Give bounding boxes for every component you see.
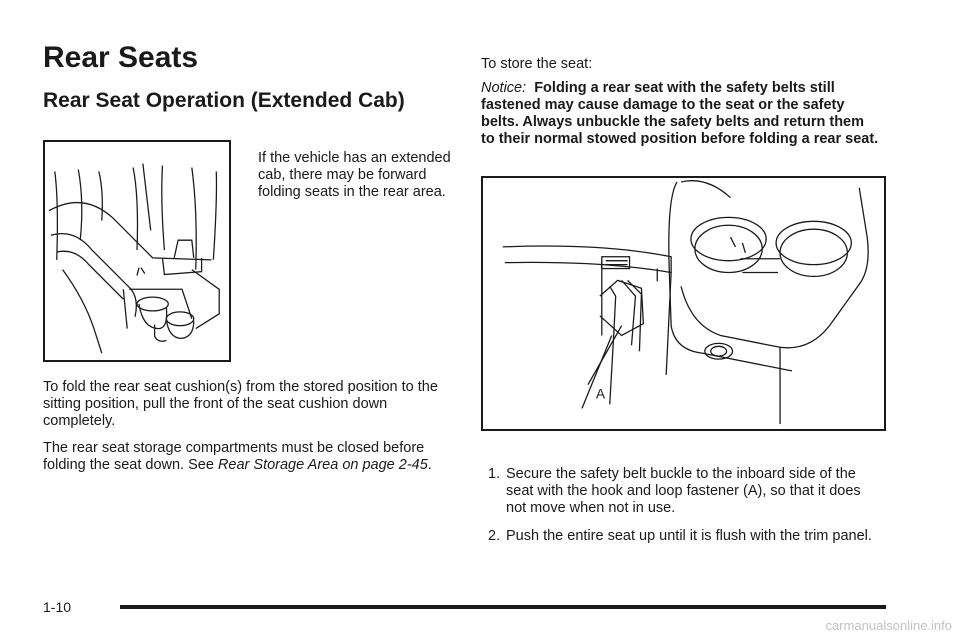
seat-buckle-drawing <box>483 178 884 429</box>
notice-text: Folding a rear seat with the safety belts still fastened may cause damage to the seat or the safety belts. Always unbuckle the safety belts and return them to their normal stowed position before folding a rear seat. <box>481 80 879 147</box>
page-number: 1-10 <box>43 599 72 615</box>
step-number: 2. <box>488 528 501 544</box>
page-title: Rear Seats <box>43 41 199 74</box>
intro-paragraph: If the vehicle has an extended cab, there may be forward folding seats in the rear area. <box>258 150 451 200</box>
seat-buckle-illustration <box>481 176 886 431</box>
notice-label: Notice: <box>481 80 527 96</box>
footer-rule <box>120 605 886 609</box>
rear-seat-drawing <box>45 142 229 360</box>
store-heading: To store the seat: <box>481 56 593 72</box>
figure-callout-a: A <box>595 385 606 402</box>
step-text: Secure the safety belt buckle to the inboard side of the seat with the hook and loop fastener (A), so that it does not move when not in use. <box>506 466 861 516</box>
fold-paragraph: To fold the rear seat cushion(s) from the stored position to the sitting position, pull the front of the seat cushion down completely. <box>43 379 438 429</box>
list-item <box>481 466 881 517</box>
storage-paragraph <box>43 440 453 474</box>
storage-text: The rear seat storage compartments must be closed before folding the seat down. See <box>43 440 425 473</box>
steps-list <box>481 466 881 556</box>
list-item <box>481 528 881 545</box>
section-heading: Rear Seat Operation (Extended Cab) <box>43 89 405 112</box>
notice-paragraph <box>481 80 881 148</box>
rear-seat-illustration <box>43 140 231 362</box>
watermark: carmanualsonline.info <box>825 618 952 633</box>
step-number: 1. <box>488 466 501 482</box>
step-text: Push the entire seat up until it is flush with the trim panel. <box>506 528 872 544</box>
storage-end: . <box>427 457 432 473</box>
storage-link[interactable]: Rear Storage Area on page 2-45 <box>217 457 428 473</box>
